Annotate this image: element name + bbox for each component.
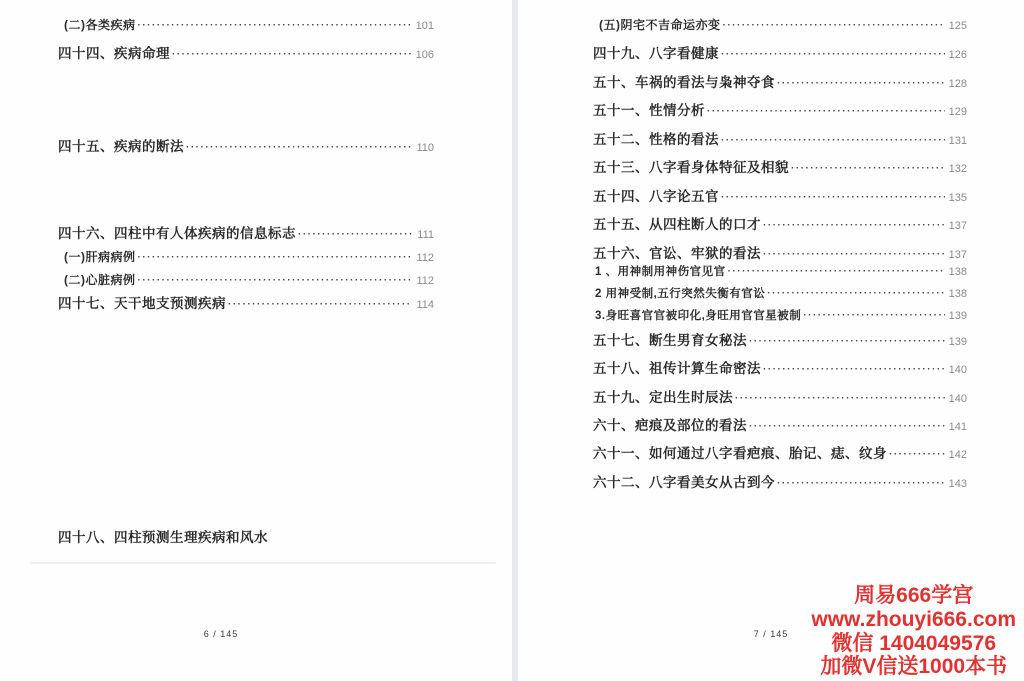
- toc-entry: [593, 357, 967, 377]
- toc-entry-label: 四十七、天干地支预测疾病: [58, 296, 226, 311]
- toc-entry-page-number: 142: [948, 449, 967, 461]
- toc-entry-page-number: 101: [415, 20, 434, 32]
- toc-entry: [593, 386, 967, 406]
- toc-entry-label: 四十五、疾病的断法: [58, 139, 184, 154]
- toc-dot-leader: [777, 478, 945, 488]
- toc-entry: [58, 271, 434, 288]
- toc-entry-page-number: 112: [416, 275, 434, 287]
- toc-entry: [593, 71, 967, 91]
- toc-entry-label: 四十八、四柱预测生理疾病和风水: [58, 530, 268, 545]
- toc-entry-label: 五十五、从四柱断人的口才: [593, 217, 761, 232]
- toc-entry-label: 五十八、祖传计算生命密法: [593, 361, 761, 376]
- toc-entry-page-number: 125: [948, 20, 967, 32]
- toc-entry: [58, 16, 434, 33]
- toc-entry-label: 五十四、八字论五官: [593, 189, 719, 204]
- toc-entry-page-number: 132: [948, 163, 967, 175]
- toc-entry-label: (五)阴宅不吉命运亦变: [599, 18, 721, 32]
- toc-entry-label: 四十九、八字看健康: [593, 46, 719, 61]
- toc-dot-leader: [763, 364, 945, 374]
- toc-entry-label: 2 用神受制,五行突然失衡有官讼: [595, 288, 766, 300]
- toc-entry-page-number: 143: [948, 478, 967, 490]
- toc-entry-label: 五十九、定出生时辰法: [593, 390, 733, 405]
- toc-entry-page-number: 138: [948, 288, 967, 300]
- toc-entry-page-number: 129: [948, 106, 967, 118]
- page-number-right: 7 / 145: [753, 629, 789, 639]
- toc-entries-left: [58, 0, 434, 681]
- toc-entry: [593, 42, 967, 62]
- toc-entry-label: (二)各类疾病: [64, 18, 136, 32]
- toc-entry-label: 六十一、如何通过八字看疤痕、胎记、痣、纹身: [593, 446, 887, 461]
- toc-entry-page-number: 126: [948, 49, 967, 61]
- toc-dot-leader: [889, 449, 945, 459]
- toc-dot-leader: [763, 220, 945, 230]
- toc-entry-page-number: 106: [415, 49, 434, 61]
- watermark-line: www.zhouyi666.com: [811, 607, 1016, 631]
- toc-entry-label: 五十、车祸的看法与枭神夺食: [593, 75, 775, 90]
- toc-dot-leader: [777, 78, 945, 88]
- toc-entry-label: 五十二、性格的看法: [593, 132, 719, 147]
- toc-dot-leader: [138, 275, 413, 285]
- page-number-left: 6 / 145: [203, 629, 239, 639]
- toc-dot-leader: [767, 288, 945, 298]
- toc-entry: [593, 213, 967, 233]
- toc-entry: [593, 329, 967, 349]
- toc-entry: [593, 442, 967, 462]
- toc-dot-leader: [749, 421, 945, 431]
- toc-entry: [58, 222, 434, 242]
- toc-entry-page-number: 131: [948, 135, 967, 147]
- toc-entry-page-number: 128: [948, 78, 967, 90]
- toc-entry: [593, 242, 967, 262]
- toc-entry-label: 五十一、性情分析: [593, 103, 705, 118]
- toc-entry: [593, 307, 967, 323]
- toc-dot-leader: [228, 299, 412, 309]
- toc-entry-label: 六十、疤痕及部位的看法: [593, 418, 747, 433]
- toc-entry: [58, 135, 434, 155]
- toc-dot-leader: [735, 393, 945, 403]
- toc-dot-leader: [721, 135, 945, 145]
- toc-entries-right: [593, 0, 967, 681]
- toc-dot-leader: [707, 106, 945, 116]
- toc-dot-leader: [721, 49, 945, 59]
- toc-entry-label: 四十六、四柱中有人体疾病的信息标志: [58, 226, 296, 241]
- toc-dot-leader: [723, 20, 946, 30]
- toc-entry-label: 五十七、断生男育女秘法: [593, 333, 747, 348]
- toc-entry: [58, 292, 434, 312]
- toc-entry: [58, 42, 434, 62]
- toc-entry: [593, 16, 967, 33]
- toc-entry: [58, 248, 434, 265]
- toc-entry-page-number: 137: [948, 249, 967, 261]
- toc-dot-leader: [172, 49, 412, 59]
- toc-dot-leader: [763, 249, 945, 259]
- scan-artifact-rule: [30, 562, 496, 564]
- toc-entry-page-number: 138: [948, 266, 967, 278]
- toc-entry-page-number: 111: [417, 229, 434, 241]
- toc-entry-page-number: 141: [948, 421, 967, 433]
- toc-entry-page-number: 112: [416, 252, 434, 264]
- toc-dot-leader: [186, 142, 412, 152]
- toc-dot-leader: [138, 252, 413, 262]
- toc-entry-page-number: 140: [948, 393, 967, 405]
- toc-entry-label: 五十三、八字看身体特征及相貌: [593, 160, 789, 175]
- toc-entry-label: (一)肝病病例: [64, 250, 136, 264]
- toc-entry-page-number: 139: [948, 336, 967, 348]
- toc-entry: [593, 185, 967, 205]
- watermark-line: 加微V信送1000本书: [820, 655, 1008, 679]
- toc-entry-page-number: 114: [416, 299, 434, 311]
- toc-entry-page-number: 139: [948, 310, 967, 322]
- red-watermark-text: [811, 584, 1016, 679]
- toc-entry-label: (二)心脏病例: [64, 273, 136, 287]
- toc-entry-page-number: 140: [948, 364, 967, 376]
- watermark-line: 周易666学宫: [854, 584, 974, 608]
- toc-entry-page-number: 137: [948, 220, 967, 232]
- toc-entry: [593, 156, 967, 176]
- toc-entry: [593, 414, 967, 434]
- toc-entry: [593, 99, 967, 119]
- toc-entry-page-number: 135: [948, 192, 967, 204]
- toc-dot-leader: [728, 266, 945, 276]
- toc-entry-label: 六十二、八字看美女从古到今: [593, 475, 775, 490]
- toc-dot-leader: [721, 192, 945, 202]
- toc-entry: [593, 263, 967, 279]
- toc-entry: [593, 471, 967, 491]
- toc-dot-leader: [298, 229, 412, 239]
- toc-entry: [593, 128, 967, 148]
- toc-entry: [58, 526, 434, 546]
- toc-dot-leader: [138, 20, 413, 30]
- toc-dot-leader: [791, 163, 945, 173]
- document-page-right: [518, 0, 1024, 681]
- toc-entry-label: 3.身旺喜官官被印化,身旺用官官星被制: [595, 310, 802, 322]
- toc-entry-label: 1 、用神制用神伤官见官: [595, 266, 726, 278]
- toc-dot-leader: [803, 310, 945, 320]
- toc-entry: [593, 285, 967, 301]
- toc-entry-page-number: 110: [416, 142, 434, 154]
- toc-entry-label: 四十四、疾病命理: [58, 46, 170, 61]
- watermark-line: 微信 1404049576: [831, 631, 997, 655]
- toc-dot-leader: [749, 336, 945, 346]
- toc-entry-label: 五十六、官讼、牢狱的看法: [593, 246, 761, 261]
